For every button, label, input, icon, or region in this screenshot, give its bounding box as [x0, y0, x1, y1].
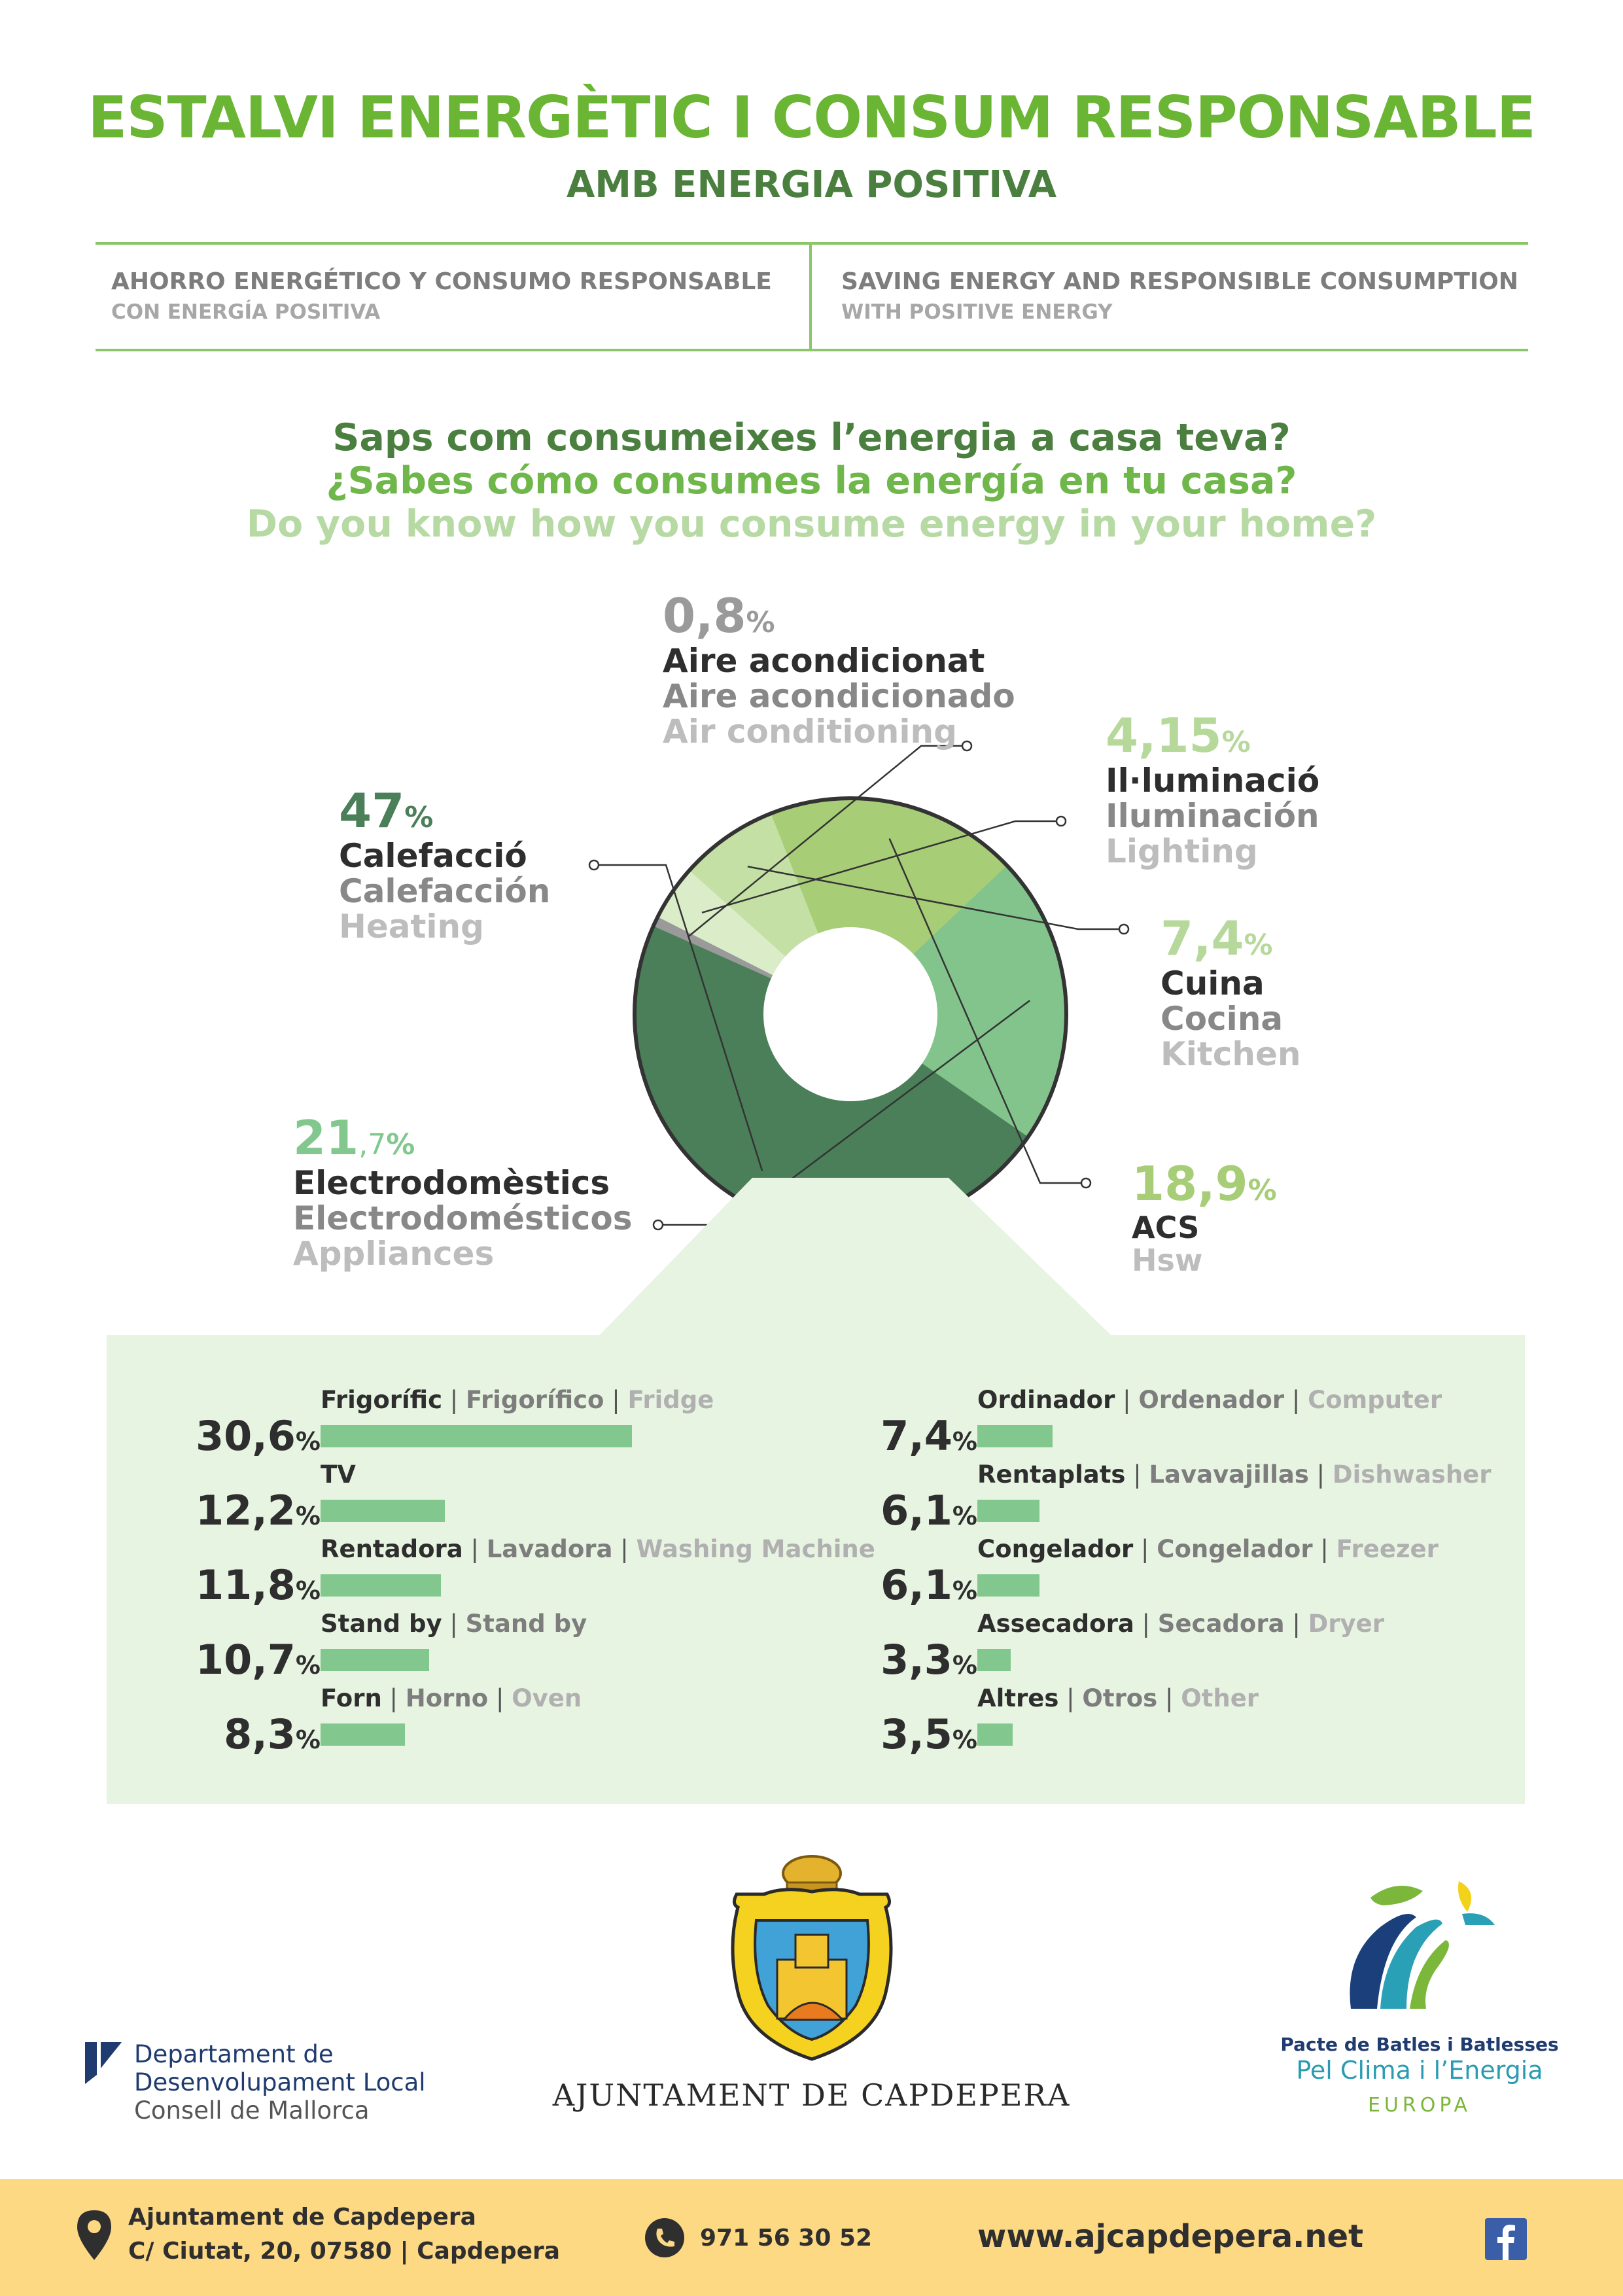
- ajuntament-name: AJUNTAMENT DE CAPDEPERA: [552, 2077, 1071, 2113]
- footer-address-street: C/ Ciutat, 20, 07580 | Capdepera: [128, 2238, 561, 2265]
- appliance-row: [164, 1535, 875, 1609]
- appliance-row: [820, 1460, 1492, 1534]
- appliance-row: [820, 1610, 1475, 1682]
- footer-phone-link[interactable]: 971 56 30 52: [700, 2225, 873, 2252]
- slice-label-heating: 47% Calefacció Calefacción Heating: [339, 783, 551, 945]
- panel-connector: [0, 1165, 1623, 1348]
- appliance-bar: [977, 1723, 1013, 1746]
- subtitle-en: SAVING ENERGY AND RESPONSIBLE CONSUMPTION WITH POSITIVE ENERGY: [841, 268, 1518, 324]
- appliance-bar: [977, 1425, 1053, 1447]
- appliance-bar: [977, 1649, 1011, 1671]
- appliance-bar: [321, 1500, 445, 1522]
- appliance-row: [820, 1684, 1475, 1756]
- appliance-bar: [321, 1425, 632, 1447]
- phone-icon: [645, 2218, 684, 2257]
- facebook-icon[interactable]: [1485, 2218, 1527, 2260]
- appliance-percentage: 3,5%: [881, 1710, 977, 1758]
- appliance-bar: [321, 1574, 441, 1597]
- appliance-label: TV: [321, 1460, 356, 1489]
- appliance-label: Assecadora | Secadora | Dryer: [977, 1610, 1384, 1638]
- appliance-percentage: 12,2%: [195, 1487, 321, 1534]
- appliance-row: [820, 1535, 1475, 1607]
- appliance-percentage: 3,3%: [881, 1636, 977, 1684]
- appliance-label: Ordinador | Ordenador | Computer: [977, 1386, 1442, 1414]
- question-en: Do you know how you consume energy in your home?: [246, 503, 1377, 546]
- question-es: ¿Sabes cómo consumes la energía en tu casa?: [326, 459, 1297, 503]
- appliance-percentage: 6,1%: [881, 1561, 977, 1609]
- pacte-line3: EUROPA: [1367, 2094, 1472, 2117]
- appliance-row: [164, 1386, 818, 1458]
- leader-dot: [589, 860, 599, 870]
- leader-dot: [1119, 925, 1128, 934]
- appliance-bar: [321, 1649, 429, 1671]
- page-title: ESTALVI ENERGÈTIC I CONSUM RESPONSABLE: [88, 84, 1535, 151]
- appliance-row: [164, 1460, 818, 1532]
- appliance-label: Rentaplats | Lavavajillas | Dishwasher: [977, 1460, 1492, 1489]
- appliance-label: Rentadora | Lavadora | Washing Machine: [321, 1535, 875, 1563]
- capdepera-coat-of-arms: [725, 1848, 899, 2064]
- appliance-bar: [977, 1500, 1039, 1522]
- appliance-label: Congelador | Congelador | Freezer: [977, 1535, 1439, 1563]
- appliance-row: [164, 1610, 818, 1682]
- appliance-percentage: 30,6%: [195, 1412, 321, 1460]
- appliance-percentage: 8,3%: [224, 1710, 321, 1758]
- appliance-bar: [977, 1574, 1039, 1597]
- pacte-line2: Pel Clima i l’Energia: [1296, 2056, 1543, 2085]
- appliance-percentage: 10,7%: [195, 1636, 321, 1684]
- leader-dot: [1056, 817, 1066, 826]
- appliance-bar: [321, 1723, 405, 1746]
- appliance-label: Frigorífic | Frigorífico | Fridge: [321, 1386, 714, 1414]
- footer-address-name: Ajuntament de Capdepera: [128, 2204, 476, 2231]
- appliance-row: [820, 1386, 1475, 1458]
- appliance-label: Altres | Otros | Other: [977, 1684, 1259, 1712]
- appliance-percentage: 11,8%: [195, 1561, 321, 1609]
- footer-website-link[interactable]: www.ajcapdepera.net: [977, 2218, 1364, 2255]
- slice-label-lighting: 4,15% Il·luminació Iluminación Lighting: [1106, 708, 1320, 870]
- appliance-percentage: 6,1%: [881, 1487, 977, 1534]
- appliance-percentage: 7,4%: [881, 1412, 977, 1460]
- slice-label-kitchen: 7,4% Cuina Cocina Kitchen: [1161, 911, 1301, 1073]
- appliance-label: Forn | Horno | Oven: [321, 1684, 582, 1712]
- slice-label-aircon: 0,8% Aire acondicionat Aire acondicionado Air conditioning: [663, 588, 1015, 751]
- location-pin-icon: [76, 2209, 113, 2261]
- covenant-of-mayors-logo: [1344, 1878, 1501, 2022]
- pacte-line1: Pacte de Batles i Batlesses: [1280, 2034, 1559, 2055]
- subtitle-es: AHORRO ENERGÉTICO Y CONSUMO RESPONSABLE CON ENERGÍA POSITIVA: [111, 268, 772, 324]
- page-subtitle: AMB ENERGIA POSITIVA: [566, 164, 1057, 206]
- question-ca: Saps com consumeixes l’energia a casa teva?: [332, 416, 1291, 459]
- appliance-label: Stand by | Stand by: [321, 1610, 587, 1638]
- appliance-row: [164, 1684, 818, 1756]
- slice-label-appliances: 21,7% Electrodomèstics Electrodomésticos Appliances: [293, 1110, 633, 1273]
- donut-hole: [763, 927, 937, 1101]
- slice-label-hsw: 18,9% ACS Hsw: [1132, 1156, 1277, 1278]
